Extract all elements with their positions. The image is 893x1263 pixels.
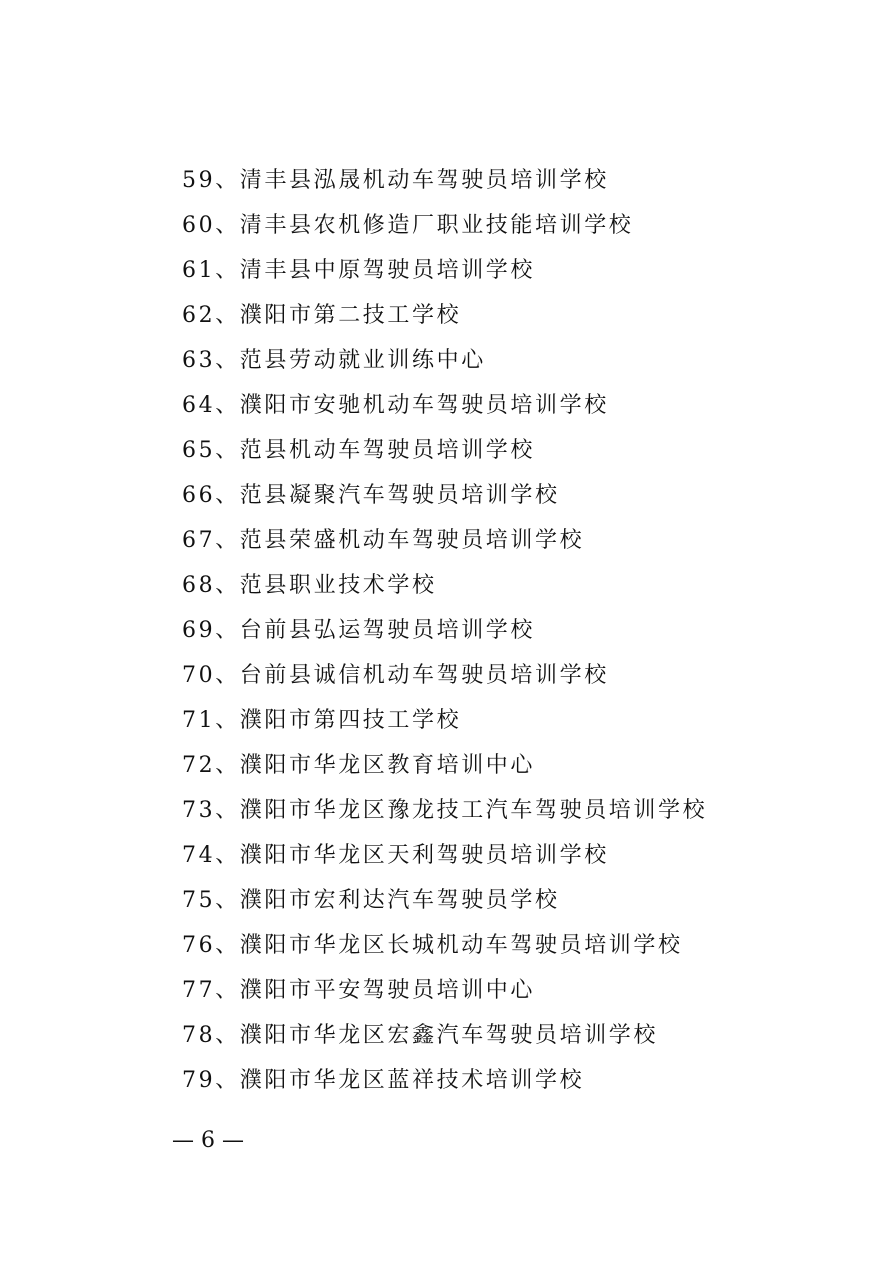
list-item: 69、台前县弘运驾驶员培训学校 bbox=[182, 618, 535, 643]
list-item: 78、濮阳市华龙区宏鑫汽车驾驶员培训学校 bbox=[182, 1023, 658, 1048]
list-item: 67、范县荣盛机动车驾驶员培训学校 bbox=[182, 528, 585, 553]
list-item: 68、范县职业技术学校 bbox=[182, 573, 437, 598]
list-item: 70、台前县诚信机动车驾驶员培训学校 bbox=[182, 663, 609, 688]
list-item: 64、濮阳市安驰机动车驾驶员培训学校 bbox=[182, 393, 609, 418]
list-item: 65、范县机动车驾驶员培训学校 bbox=[182, 438, 535, 463]
list-item: 71、濮阳市第四技工学校 bbox=[182, 708, 462, 733]
list-item: 72、濮阳市华龙区教育培训中心 bbox=[182, 753, 535, 778]
page-number: — 6 — bbox=[172, 1128, 244, 1153]
list-item: 74、濮阳市华龙区天利驾驶员培训学校 bbox=[182, 843, 609, 868]
list-item: 75、濮阳市宏利达汽车驾驶员学校 bbox=[182, 888, 560, 913]
list-item: 61、清丰县中原驾驶员培训学校 bbox=[182, 258, 535, 283]
list-item: 62、濮阳市第二技工学校 bbox=[182, 303, 462, 328]
list-item: 76、濮阳市华龙区长城机动车驾驶员培训学校 bbox=[182, 933, 683, 958]
list-item: 66、范县凝聚汽车驾驶员培训学校 bbox=[182, 483, 560, 508]
list-item: 77、濮阳市平安驾驶员培训中心 bbox=[182, 978, 535, 1003]
list-item: 79、濮阳市华龙区蓝祥技术培训学校 bbox=[182, 1068, 585, 1093]
list-item: 63、范县劳动就业训练中心 bbox=[182, 348, 486, 373]
list-item: 73、濮阳市华龙区豫龙技工汽车驾驶员培训学校 bbox=[182, 798, 708, 823]
school-list bbox=[182, 158, 707, 1103]
list-item: 60、清丰县农机修造厂职业技能培训学校 bbox=[182, 213, 634, 238]
list-item: 59、清丰县泓晟机动车驾驶员培训学校 bbox=[182, 168, 609, 193]
